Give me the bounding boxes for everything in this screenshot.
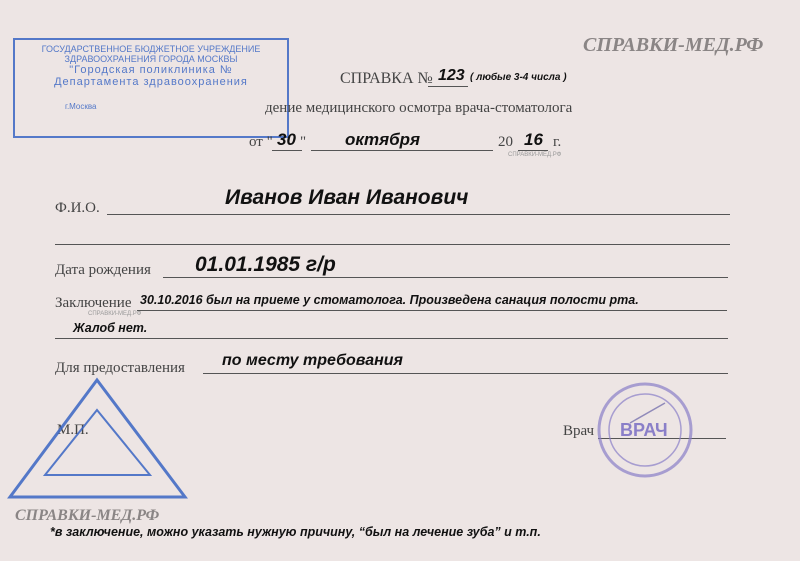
round-stamp-text: ВРАЧ — [620, 420, 668, 440]
birth-value: 01.01.1985 г/р — [195, 253, 336, 276]
mp-label: М.П. — [57, 422, 89, 438]
certificate-subtitle: дение медицинского осмотра врача-стоматолога — [265, 100, 573, 116]
date-year: 16 — [524, 130, 543, 149]
triangle-stamp — [0, 375, 195, 505]
stamp-line: г.Москва — [65, 102, 97, 111]
doctor-label: Врач — [563, 423, 595, 439]
stamp-line: Департамента здравоохранения — [54, 76, 248, 88]
watermark-top: СПРАВКИ-МЕД.РФ — [583, 34, 764, 56]
year-suffix: г. — [553, 134, 562, 150]
certificate-number: 123 — [438, 67, 465, 84]
certificate-title: СПРАВКА № — [340, 70, 433, 87]
date-day: 30 — [277, 130, 296, 149]
date-day-suffix: " — [300, 134, 307, 150]
year-prefix: 20 — [498, 134, 513, 150]
stamp-line: ГОСУДАРСТВЕННОЕ БЮДЖЕТНОЕ УЧРЕЖДЕНИЕ — [41, 44, 261, 54]
watermark-bottom: СПРАВКИ-МЕД.РФ — [15, 507, 160, 524]
conclusion-value: 30.10.2016 был на приеме у стоматолога. Произведена санация полости рта. — [140, 293, 639, 307]
watermark-small: СПРАВКИ-МЕД.РФ — [88, 311, 142, 317]
purpose-label: Для предоставления — [55, 360, 185, 376]
conclusion-value-2: Жалоб нет. — [73, 321, 148, 335]
footnote: *в заключение, можно указать нужную причину, “был на лечение зуба” и т.п. — [50, 525, 541, 539]
fio-value: Иванов Иван Иванович — [225, 186, 469, 209]
date-prefix: от " — [249, 134, 273, 150]
number-hint: ( любые 3-4 числа ) — [470, 72, 567, 83]
stamp-line: "Городская поликлиника № — [69, 64, 233, 76]
fio-label: Ф.И.О. — [55, 200, 100, 216]
stamp-line: ЗДРАВООХРАНЕНИЯ ГОРОДА МОСКВЫ — [64, 54, 238, 64]
watermark-small: СПРАВКИ-МЕД.РФ — [508, 152, 562, 158]
purpose-value: по месту требования — [222, 352, 403, 369]
conclusion-label: Заключение — [55, 295, 132, 311]
birth-label: Дата рождения — [55, 262, 151, 278]
date-month: октября — [345, 130, 421, 149]
rectangular-stamp — [13, 38, 289, 138]
